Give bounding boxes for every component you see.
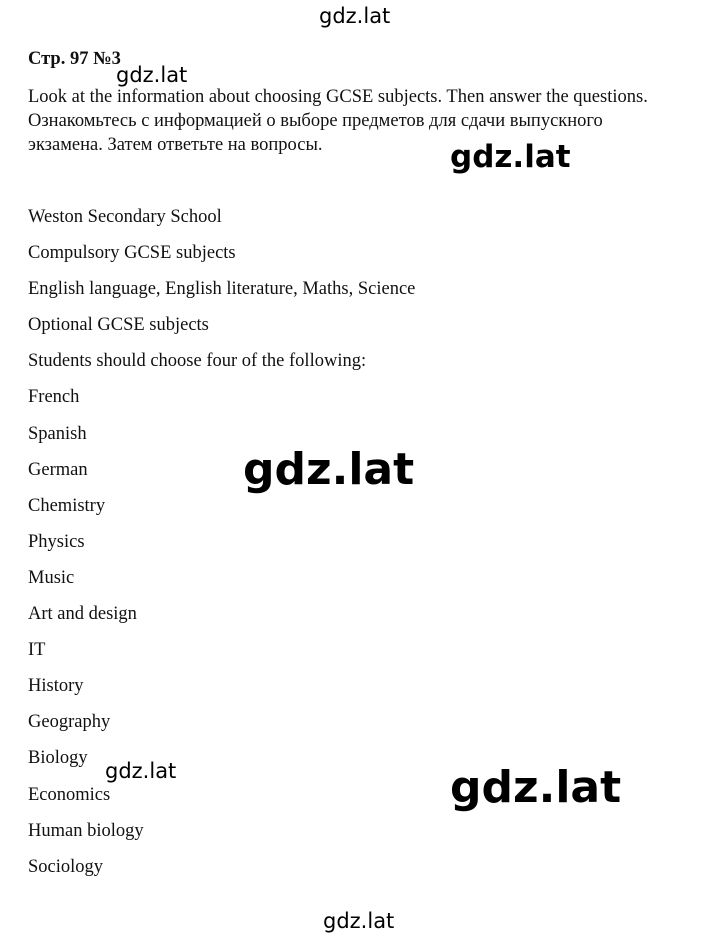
subject-item: IT — [28, 640, 46, 661]
subject-item: Physics — [28, 531, 85, 552]
subject-item: Music — [28, 567, 75, 588]
subject-item: German — [28, 459, 88, 480]
watermark-right-bottom: gdz.lat — [450, 762, 622, 813]
watermark-footer: gdz.lat — [323, 909, 395, 933]
watermark-after-intro: gdz.lat — [450, 139, 571, 175]
page-heading: Стр. 97 №3 — [28, 49, 121, 69]
subject-item: Art and design — [28, 604, 137, 625]
subject-item: Economics — [28, 784, 111, 805]
subject-item: Spanish — [28, 423, 87, 444]
compulsory-list: English language, English literature, Maths, Science — [28, 279, 416, 300]
watermark-center: gdz.lat — [243, 444, 415, 495]
optional-heading: Optional GCSE subjects — [28, 315, 209, 336]
watermark-top: gdz.lat — [319, 4, 391, 28]
subject-item: Geography — [28, 712, 111, 733]
subject-item: History — [28, 676, 84, 697]
subject-item: Sociology — [28, 856, 104, 877]
watermark-near-biology: gdz.lat — [105, 759, 177, 783]
compulsory-heading: Compulsory GCSE subjects — [28, 243, 236, 264]
school-name: Weston Secondary School — [28, 207, 222, 227]
subject-item: Biology — [28, 748, 88, 769]
subject-item: French — [28, 387, 80, 408]
optional-instruction: Students should choose four of the following: — [28, 351, 367, 372]
subject-item: Human biology — [28, 820, 144, 841]
intro-text: Look at the information about choosing GCSE subjects. Then answer the questions. Ознакомьтесь с информацией о выборе предметов для сдачи выпускного экзамена. Затем ответьте на вопросы. — [28, 87, 648, 155]
content-lines — [28, 205, 415, 891]
watermark-under-heading: gdz.lat — [116, 63, 188, 87]
subject-item: Chemistry — [28, 495, 106, 516]
